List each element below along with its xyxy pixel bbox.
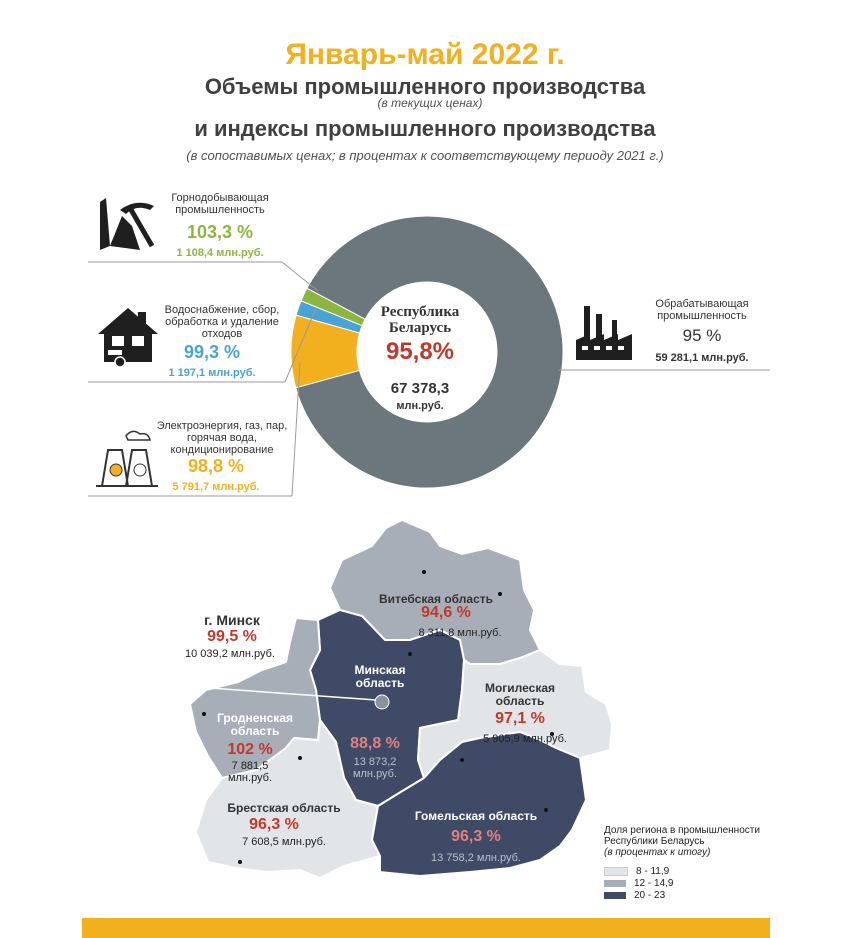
- legend-label: 12 - 14,9: [634, 877, 674, 889]
- footer-bar: [82, 918, 770, 938]
- manufacturing-value: 59 281,1 млн.руб.: [655, 352, 749, 364]
- water-label: Водоснабжение, сбор, обработка и удаление отходов: [164, 304, 280, 340]
- minsk-oblast-name: Минская область: [354, 663, 406, 690]
- region-minsk-city: [375, 695, 389, 709]
- mining-value: 1 108,4 млн.руб.: [176, 247, 264, 259]
- mining-label: Горнодобывающая промышленность: [171, 192, 269, 216]
- map-legend: [604, 866, 673, 900]
- mogilev-name: Могилеская область: [484, 681, 556, 708]
- subtitle-indices-note: (в сопоставимых ценах; в процентах к соответствующему периоду 2021 г.): [186, 148, 664, 163]
- brest-index: 96,3 %: [249, 816, 299, 833]
- legend-swatch: [604, 880, 626, 887]
- minsk-oblast-value: 13 873,2 млн.руб.: [352, 756, 398, 780]
- water-value: 1 197,1 млн.руб.: [168, 367, 256, 379]
- mining-index: 103,3 %: [186, 222, 254, 242]
- energy-index: 98,8 %: [187, 456, 245, 476]
- legend-item: [604, 890, 673, 900]
- vitebsk-name: Витебская область: [378, 592, 494, 606]
- brest-value: 7 608,5 млн.руб.: [242, 836, 326, 848]
- legend-item: [604, 878, 673, 888]
- grodno-index: 102 %: [227, 741, 273, 758]
- minsk-city-name: г. Минск: [204, 612, 260, 628]
- minsk-city-index: 99,5 %: [207, 628, 257, 645]
- minsk-city-value: 10 039,2 млн.руб.: [185, 648, 275, 660]
- grodno-value: 7 881,5 млн.руб.: [227, 760, 273, 784]
- gomel-value: 13 758,2 млн.руб.: [431, 852, 521, 864]
- legend-label: 20 - 23: [634, 889, 666, 901]
- center-total: 67 378,3: [390, 380, 450, 397]
- legend-swatch: [604, 867, 628, 876]
- minsk-dot: [408, 652, 412, 656]
- subtitle-volumes: Объемы промышленного производства: [204, 74, 646, 99]
- grodno-name: Гродненская область: [217, 711, 293, 738]
- map-legend-title: Доля региона в промышленности Республики Беларусь (в процентах к итогу): [604, 825, 760, 858]
- center-name-line1: Республика: [380, 304, 460, 320]
- gomel-name: Гомельская область: [414, 809, 538, 823]
- mogilev-index: 97,1 %: [495, 710, 545, 727]
- manufacturing-label: Обрабатывающая промышленность: [655, 298, 749, 322]
- manufacturing-index: 95 %: [682, 326, 722, 345]
- energy-value: 5 791,7 млн.руб.: [172, 481, 260, 493]
- gomel-index: 96,3 %: [451, 828, 501, 845]
- subtitle-volumes-note: (в текущих ценах): [377, 96, 483, 110]
- legend-swatch: [604, 892, 626, 899]
- center-index: 95,8%: [385, 338, 455, 365]
- vitebsk-center-dot: [422, 570, 426, 574]
- energy-label: Электроэнергия, газ, пар, горячая вода, кондиционирование: [156, 420, 288, 456]
- legend-item: [604, 866, 673, 876]
- center-unit: млн.руб.: [396, 400, 444, 412]
- page-title: Январь-май 2022 г.: [285, 38, 565, 71]
- vitebsk-index: 94,6 %: [421, 604, 471, 621]
- vitebsk-value: 8 311,8 млн.руб.: [418, 627, 502, 639]
- brest-center-dot: [238, 860, 242, 864]
- minsk-oblast-index: 88,8 %: [350, 735, 400, 752]
- legend-label: 8 - 11,9: [636, 865, 670, 877]
- brest-name: Брестская область: [227, 801, 341, 815]
- water-index: 99,3 %: [183, 342, 241, 362]
- mogilev-value: 5 905,9 млн.руб.: [483, 733, 567, 745]
- center-name-line2: Беларусь: [388, 320, 452, 336]
- subtitle-indices: и индексы промышленного производства: [194, 116, 656, 141]
- mogilev-dot-2: [460, 758, 464, 762]
